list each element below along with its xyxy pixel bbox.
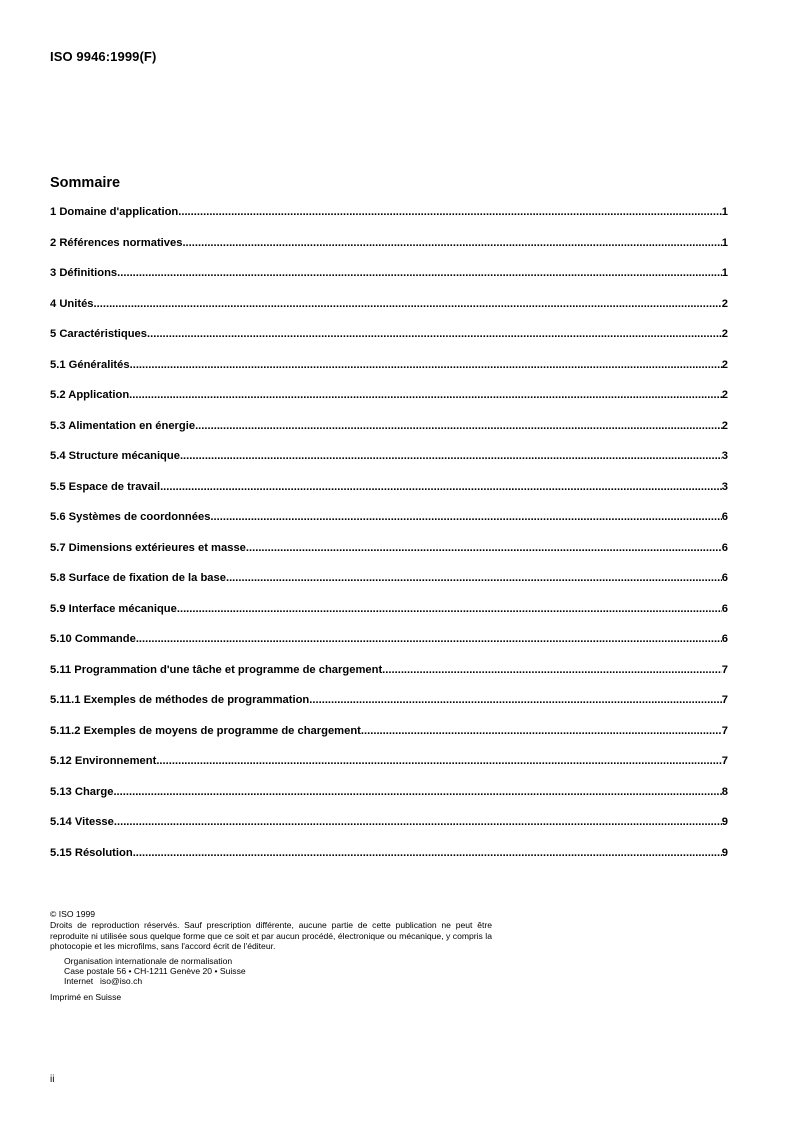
toc-entry-title: 5.2 Application — [50, 389, 130, 401]
toc-entry-page: 9 — [721, 846, 728, 859]
toc-entry[interactable] — [50, 206, 728, 237]
toc-leader-dots — [147, 328, 722, 340]
toc-leader-dots — [195, 420, 722, 432]
toc-entry-title: 5.8 Surface de fixation de la base — [50, 572, 226, 584]
toc-entry-title: 5.4 Structure mécanique — [50, 450, 180, 462]
printed-in: Imprimé en Suisse — [50, 991, 122, 1002]
toc-entry[interactable] — [50, 847, 728, 878]
toc-entry-page: 7 — [721, 724, 728, 737]
toc-entry[interactable] — [50, 511, 728, 542]
toc-entry[interactable] — [50, 328, 728, 359]
toc-entry-title: 5.11 Programmation d'une tâche et programme de chargement — [50, 663, 383, 676]
toc-entry-page: 7 — [721, 755, 728, 767]
toc-entry[interactable] — [50, 786, 728, 817]
toc-entry-page: 1 — [721, 206, 728, 218]
toc-entry-title: 5.11.2 Exemples de moyens de programme de chargement — [50, 724, 361, 737]
table-of-contents — [50, 206, 728, 877]
page-number: ii — [50, 1074, 55, 1085]
toc-entry-title: 5.5 Espace de travail — [50, 480, 161, 493]
toc-leader-dots — [178, 206, 722, 218]
toc-entry-title: 5.13 Charge — [50, 785, 114, 798]
copyright-line: © ISO 1999 — [50, 909, 96, 919]
toc-entry[interactable] — [50, 816, 728, 847]
toc-entry-page: 2 — [721, 358, 728, 371]
toc-entry-page: 9 — [721, 816, 728, 828]
toc-leader-dots — [160, 481, 722, 493]
toc-leader-dots — [114, 816, 722, 828]
copyright-block — [50, 909, 492, 1002]
toc-entry-page: 1 — [721, 236, 728, 249]
toc-leader-dots — [180, 450, 722, 462]
toc-entry[interactable] — [50, 633, 728, 664]
internet-email: iso@iso.ch — [100, 976, 143, 987]
toc-entry-page: 7 — [721, 694, 728, 706]
toc-entry-title: 3 Définitions — [50, 267, 118, 279]
toc-entry[interactable] — [50, 450, 728, 481]
toc-entry-title: 5.1 Généralités — [50, 358, 130, 371]
toc-entry-page: 1 — [721, 267, 728, 279]
toc-leader-dots — [94, 298, 722, 310]
toc-leader-dots — [117, 267, 722, 279]
toc-leader-dots — [133, 847, 722, 859]
toc-entry-page: 6 — [721, 633, 728, 645]
toc-leader-dots — [177, 603, 722, 615]
toc-entry[interactable] — [50, 389, 728, 420]
toc-entry-title: 4 Unités — [50, 297, 94, 310]
copyright-notice: Droits de reproduction réservés. Sauf prescription différente, aucune partie de cette publication ne peut être reproduite ni utilisée sous quelque forme que ce soit et par aucun procédé, électronique ou mécanique, y compris la photocopie et les microfilms, sans l'accord écrit de l'éditeur. — [50, 920, 492, 952]
toc-leader-dots — [246, 542, 722, 554]
toc-entry-title: 5.10 Commande — [50, 633, 136, 645]
toc-entry[interactable] — [50, 572, 728, 603]
toc-entry-title: 2 Références normatives — [50, 236, 183, 249]
toc-entry-page: 6 — [721, 602, 728, 615]
toc-leader-dots — [129, 389, 722, 401]
toc-entry-title: 5.12 Environnement — [50, 755, 157, 767]
toc-entry[interactable] — [50, 359, 728, 390]
publisher-internet — [64, 976, 492, 986]
toc-entry-page: 2 — [721, 297, 728, 310]
toc-entry[interactable] — [50, 755, 728, 786]
publisher-postal: Case postale 56 • CH-1211 Genève 20 • Suisse — [64, 966, 246, 977]
toc-entry-title: 5.7 Dimensions extérieures et masse — [50, 541, 246, 554]
toc-leader-dots — [210, 511, 721, 523]
toc-entry[interactable] — [50, 420, 728, 451]
toc-entry-page: 3 — [721, 450, 728, 462]
toc-entry[interactable] — [50, 603, 728, 634]
toc-entry-page: 2 — [721, 328, 728, 340]
toc-leader-dots — [130, 359, 722, 371]
toc-entry[interactable] — [50, 542, 728, 573]
toc-entry[interactable] — [50, 725, 728, 756]
toc-entry-title: 5.15 Résolution — [50, 846, 133, 859]
toc-leader-dots — [136, 633, 722, 645]
toc-leader-dots — [309, 694, 721, 706]
toc-entry[interactable] — [50, 664, 728, 695]
toc-entry-title: 1 Domaine d'application — [50, 206, 179, 218]
toc-entry[interactable] — [50, 298, 728, 329]
toc-entry-page: 6 — [721, 541, 728, 554]
publisher-org: Organisation internationale de normalisation — [64, 955, 233, 966]
internet-label: Internet — [64, 976, 94, 987]
toc-leader-dots — [156, 755, 721, 767]
toc-leader-dots — [182, 237, 721, 249]
toc-entry-page: 2 — [721, 389, 728, 401]
toc-leader-dots — [361, 725, 722, 737]
toc-entry-title: 5.9 Interface mécanique — [50, 602, 177, 615]
toc-leader-dots — [113, 786, 721, 798]
toc-entry-page: 8 — [721, 785, 728, 798]
toc-entry[interactable] — [50, 481, 728, 512]
toc-entry-page: 6 — [721, 511, 728, 523]
toc-entry[interactable] — [50, 694, 728, 725]
toc-entry-title: 5.11.1 Exemples de méthodes de programmation — [50, 694, 310, 706]
toc-entry[interactable] — [50, 267, 728, 298]
publisher-address — [50, 956, 492, 987]
toc-entry-page: 7 — [721, 663, 728, 676]
toc-leader-dots — [382, 664, 722, 676]
toc-entry-page: 3 — [721, 480, 728, 493]
toc-entry-title: 5.6 Systèmes de coordonnées — [50, 511, 211, 523]
toc-title: Sommaire — [50, 175, 121, 191]
document-id: ISO 9946:1999(F) — [50, 49, 157, 64]
toc-entry-title: 5.3 Alimentation en énergie — [50, 419, 196, 432]
toc-entry-title: 5 Caractéristiques — [50, 328, 148, 340]
toc-entry-title: 5.14 Vitesse — [50, 816, 114, 828]
toc-entry-page: 6 — [721, 572, 728, 584]
toc-entry[interactable] — [50, 237, 728, 268]
toc-leader-dots — [226, 572, 722, 584]
toc-entry-page: 2 — [721, 419, 728, 432]
